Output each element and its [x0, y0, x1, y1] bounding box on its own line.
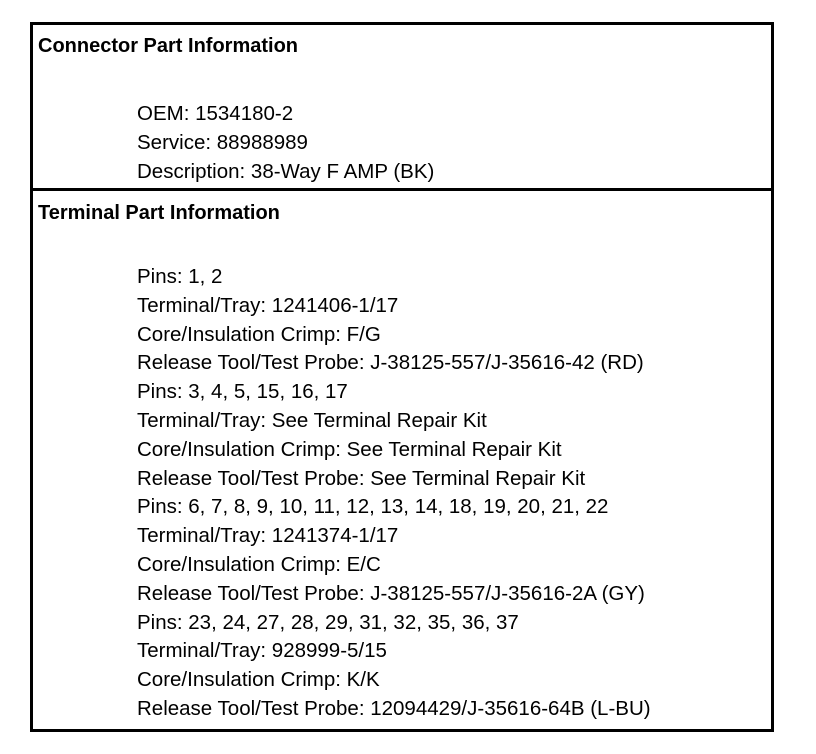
release-tool-line: Release Tool/Test Probe: J-38125-557/J-35616-2A (GY) — [137, 581, 645, 605]
terminal-info-list — [137, 263, 651, 724]
pins-line: Pins: 6, 7, 8, 9, 10, 11, 12, 13, 14, 18, 19, 20, 21, 22 — [137, 495, 609, 519]
crimp-line: Core/Insulation Crimp: K/K — [137, 668, 380, 692]
release-tool-line: Release Tool/Test Probe: J-38125-557/J-35616-42 (RD) — [137, 351, 644, 375]
connector-section-title: Connector Part Information — [38, 35, 299, 57]
release-tool-line: Release Tool/Test Probe: 12094429/J-35616-64B (L-BU) — [137, 696, 651, 720]
release-tool-line: Release Tool/Test Probe: See Terminal Repair Kit — [137, 466, 586, 490]
pins-line: Pins: 3, 4, 5, 15, 16, 17 — [137, 380, 348, 404]
service-line: Service: 88988989 — [137, 130, 308, 154]
terminal-tray-line: Terminal/Tray: 928999-5/15 — [137, 639, 387, 663]
crimp-line: Core/Insulation Crimp: E/C — [137, 552, 381, 576]
connector-info-list — [137, 100, 434, 186]
pins-line: Pins: 1, 2 — [137, 265, 223, 288]
terminal-tray-line: Terminal/Tray: 1241406-1/17 — [137, 293, 399, 317]
description-line: Description: 38-Way F AMP (BK) — [137, 159, 435, 183]
oem-line: OEM: 1534180-2 — [137, 102, 294, 125]
pins-line: Pins: 23, 24, 27, 28, 29, 31, 32, 35, 36, 37 — [137, 610, 519, 634]
crimp-line: Core/Insulation Crimp: F/G — [137, 322, 381, 346]
connector-info-table — [30, 22, 774, 732]
terminal-tray-line: Terminal/Tray: 1241374-1/17 — [137, 524, 399, 548]
connector-part-section — [33, 25, 771, 191]
terminal-tray-line: Terminal/Tray: See Terminal Repair Kit — [137, 408, 487, 432]
terminal-part-section — [33, 191, 771, 729]
crimp-line: Core/Insulation Crimp: See Terminal Repair Kit — [137, 437, 562, 461]
terminal-section-title: Terminal Part Information — [38, 202, 280, 224]
